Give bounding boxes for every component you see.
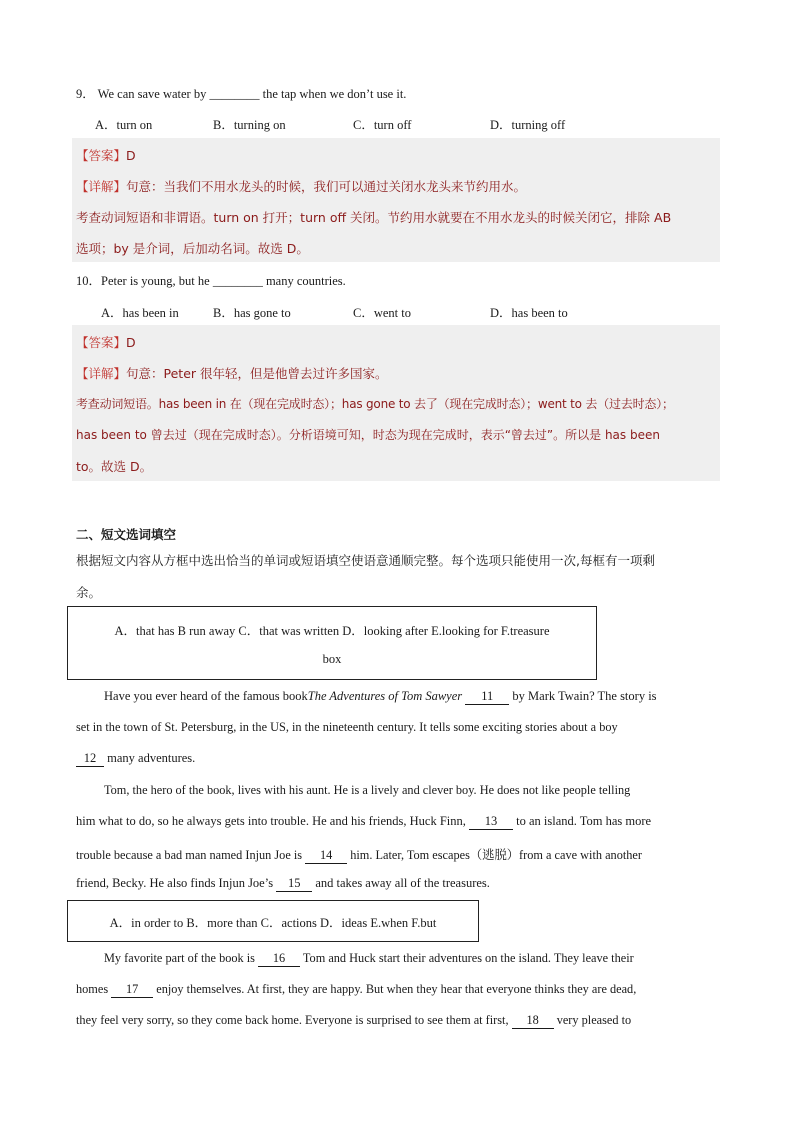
detail-line: 【详解】句意：当我们不用水龙头的时候，我们可以通过关闭水龙头来节约用水。: [76, 179, 527, 194]
word-bank-options: box: [322, 652, 342, 666]
option-b: B．has gone to: [213, 306, 291, 320]
blank-13: 13: [469, 814, 513, 830]
detail-line: 选项；by 是介词，后加动名词。故选 D。: [76, 241, 309, 256]
stem-text: Peter is young, but he: [101, 274, 210, 288]
stem-text: many countries.: [265, 274, 346, 288]
option-b: B．turning on: [213, 118, 286, 132]
option-a: A．turn on: [95, 118, 153, 132]
answer-value: D: [126, 335, 136, 350]
passage-line: set in the town of St. Petersburg, in the US, in the nineteenth century. It tells some exciting stories about a boy: [76, 720, 618, 734]
stem-text: We can save water by: [97, 87, 207, 101]
option-d: D．turning off: [490, 118, 566, 132]
question-number: 9．: [76, 87, 95, 101]
passage-line: My favorite part of the book is 16 Tom and Huck start their adventures on the island. They leave their: [104, 951, 634, 965]
option-a: A．has been in: [101, 306, 179, 320]
passage-line: homes 17 enjoy themselves. At first, they are happy. But when they hear that everyone thinks they are dead,: [76, 982, 637, 996]
passage-line: they feel very sorry, so they come back home. Everyone is surprised to see them at first, 18 very pleased to: [76, 1013, 632, 1027]
answer-value: D: [126, 148, 136, 163]
detail-line: to。故选 D。: [76, 459, 153, 474]
blank-18: 18: [512, 1013, 554, 1029]
passage-line: trouble because a bad man named Injun Joe is 14 him. Later, Tom escapes（逃脱）from a cave with another: [76, 848, 642, 862]
answer-line: 【答案】D: [76, 335, 136, 350]
section-instructions: 根据短文内容从方框中选出恰当的单词或短语填空使语意通顺完整。每个选项只能使用一次,每框有一项剩: [76, 553, 655, 568]
word-bank-options: A．that has B run away C．that was written D．looking after E.looking for F.treasure: [114, 624, 550, 638]
question-9-stem: [76, 84, 406, 102]
passage-line: him what to do, so he always gets into trouble. He and his friends, Huck Finn, 13 to an island. Tom has more: [76, 814, 652, 828]
detail-line: 考查动词短语和非谓语。turn on 打开；turn off 关闭。节约用水就要在不用水龙头的时候关闭它，排除 AB: [76, 210, 672, 225]
answer-line: 【答案】D: [76, 148, 136, 163]
answer-blank: ________: [212, 274, 263, 288]
blank-14: 14: [305, 848, 347, 864]
section-title: 二、短文选词填空: [76, 527, 177, 542]
option-c: C．turn off: [353, 118, 412, 132]
detail-line: 考查动词短语。has been in 在（现在完成时态）；has gone to 去了（现在完成时态）；went to 去（过去时态）；: [76, 397, 674, 411]
passage-line: 12 many adventures.: [76, 751, 718, 767]
question-number: 10．: [76, 274, 102, 288]
blank-16: 16: [258, 951, 300, 967]
question-10-stem: [76, 271, 346, 289]
word-bank-box: [67, 900, 479, 942]
detail-line: 【详解】句意：Peter 很年轻，但是他曾去过许多国家。: [76, 366, 388, 381]
option-c: C．went to: [353, 306, 411, 320]
section-instructions: 余。: [76, 585, 102, 600]
word-bank-box: [67, 606, 597, 680]
blank-17: 17: [111, 982, 153, 998]
word-bank-options: A．in order to B．more than C．actions D．ideas E.when F.but: [109, 916, 437, 930]
option-d: D．has been to: [490, 306, 568, 320]
answer-explanation-box: [72, 325, 720, 481]
blank-11: 11: [465, 689, 509, 705]
stem-text: the tap when we don’t use it.: [262, 87, 407, 101]
blank-12: 12: [76, 751, 104, 767]
answer-explanation-box: [72, 138, 720, 262]
passage-line: Tom, the hero of the book, lives with his aunt. He is a lively and clever boy. He does not like people telling: [104, 783, 631, 797]
passage-line: Have you ever heard of the famous bookThe Adventures of Tom Sawyer 11 by Mark Twain? The story is: [104, 689, 657, 703]
answer-blank: ________: [209, 87, 260, 101]
detail-line: has been to 曾去过（现在完成时态）。分析语境可知，时态为现在完成时，表示“曾去过”。所以是 has been: [76, 428, 660, 442]
book-title: The Adventures of Tom Sawyer: [307, 689, 463, 703]
passage-line: friend, Becky. He also finds Injun Joe’s 15 and takes away all of the treasures.: [76, 876, 490, 890]
blank-15: 15: [276, 876, 312, 892]
